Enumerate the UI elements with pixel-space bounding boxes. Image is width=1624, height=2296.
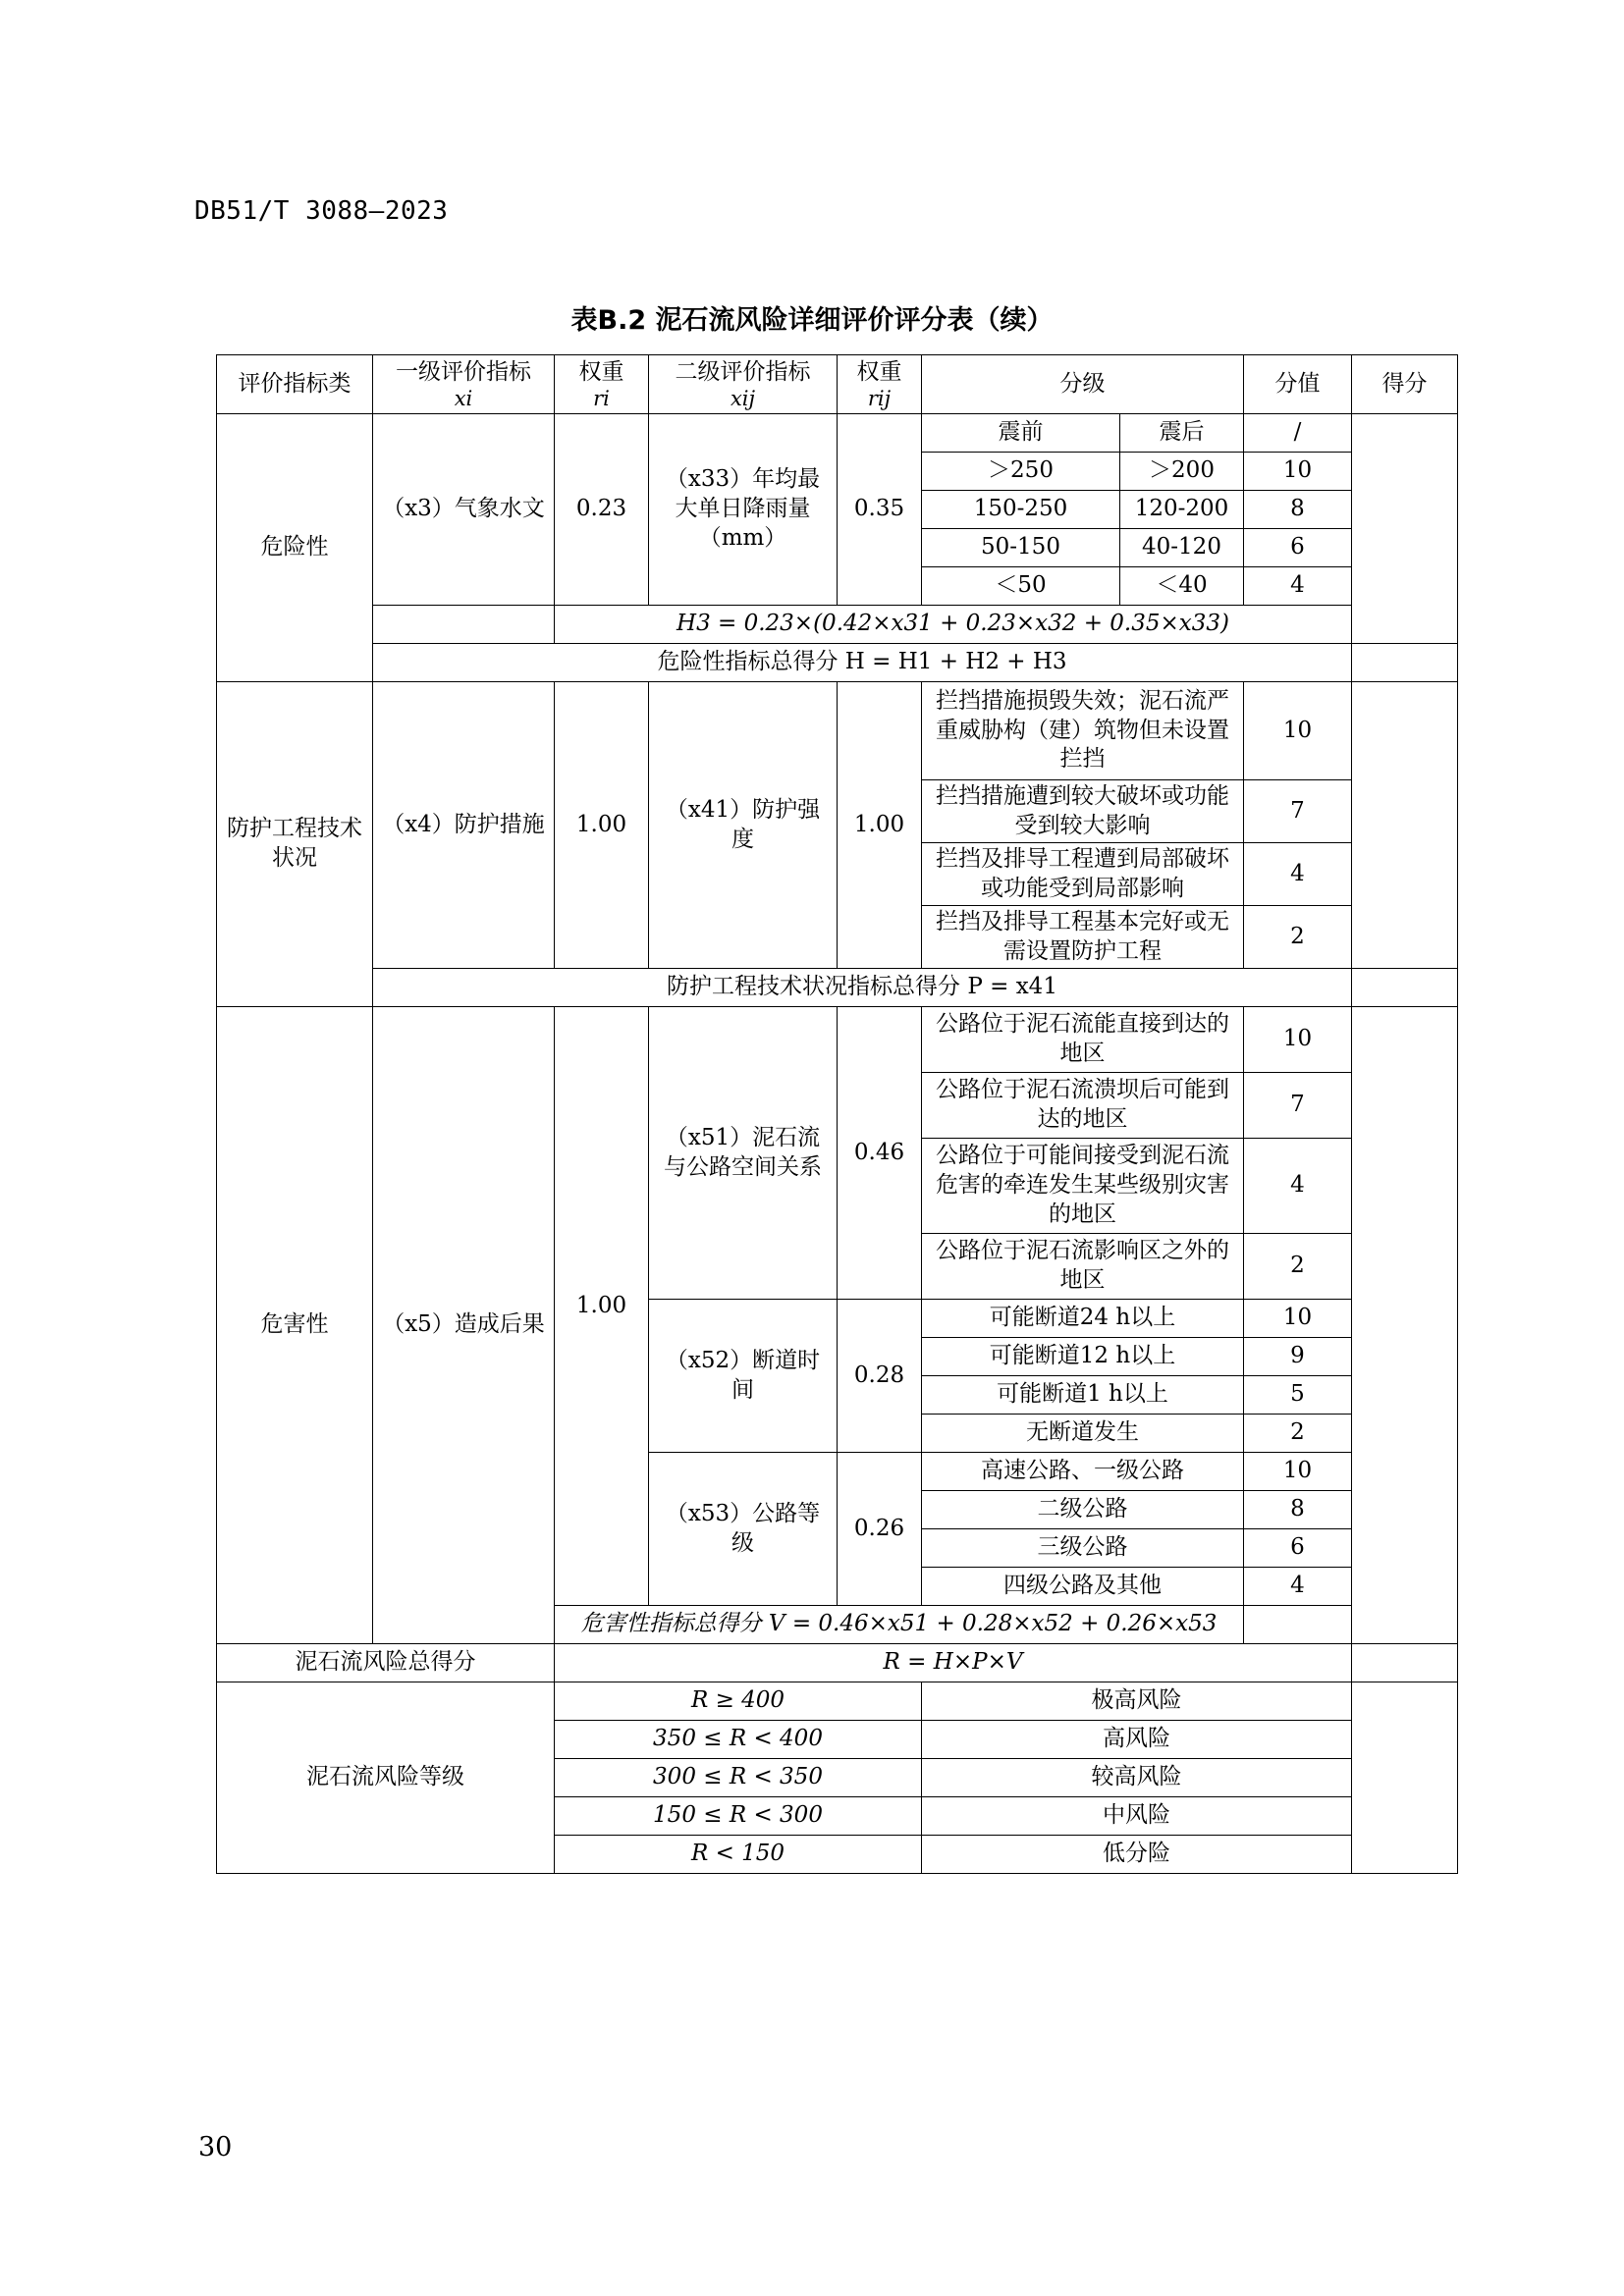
risk-total-formula: R = H×P×V: [555, 1644, 1352, 1682]
risk-range: 350 ≤ R < 400: [555, 1721, 922, 1759]
hazard-level1: （x3）气象水文: [373, 414, 555, 606]
risk-range: R ≥ 400: [555, 1682, 922, 1721]
hazard-total: 危险性指标总得分 H = H1 + H2 + H3: [373, 644, 1352, 682]
damage-total: 危害性指标总得分 V = 0.46×x51 + 0.28×x52 + 0.26×x53: [555, 1606, 1244, 1644]
grade-text: 公路位于泥石流影响区之外的地区: [922, 1234, 1244, 1300]
grade-score: 7: [1244, 780, 1352, 843]
grade-score: 4: [1244, 1568, 1352, 1606]
grade-text: 公路位于泥石流能直接到达的地区: [922, 1007, 1244, 1073]
damage-weight2: 0.46: [838, 1007, 922, 1300]
risk-level-name: 高风险: [922, 1721, 1352, 1759]
grade-text: 拦挡及排导工程基本完好或无需设置防护工程: [922, 906, 1244, 969]
header-row: [217, 355, 1458, 414]
grade-text: 公路位于泥石流溃坝后可能到达的地区: [922, 1073, 1244, 1139]
grade-after: ＜40: [1120, 567, 1244, 606]
grade-score: 10: [1244, 1453, 1352, 1491]
risk-range: 150 ≤ R < 300: [555, 1797, 922, 1836]
hazard-total-obtained: [1352, 644, 1458, 682]
grade-text: 可能断道24 h以上: [922, 1300, 1244, 1338]
risk-level-name: 中风险: [922, 1797, 1352, 1836]
grade-score: 4: [1244, 1139, 1352, 1234]
grade-text: 无断道发生: [922, 1415, 1244, 1453]
hazard-level2: （x33）年均最大单日降雨量（mm）: [649, 414, 838, 606]
risk-total-obtained: [1352, 1644, 1458, 1682]
protection-level2: （x41）防护强度: [649, 682, 838, 969]
table-row: [217, 1644, 1458, 1682]
document-id: DB51/T 3088—2023: [194, 196, 449, 226]
grade-score: 4: [1244, 567, 1352, 606]
grade-after: 120-200: [1120, 491, 1244, 529]
risk-level-name: 低分险: [922, 1836, 1352, 1874]
table-row: [217, 969, 1458, 1007]
subhead-score: /: [1244, 414, 1352, 453]
risk-range: R < 150: [555, 1836, 922, 1874]
risk-score-table: [216, 354, 1458, 1874]
grade-text: 公路位于可能间接受到泥石流危害的牵连发生某些级别灾害的地区: [922, 1139, 1244, 1234]
grade-score: 8: [1244, 491, 1352, 529]
table-row: [217, 1007, 1458, 1073]
header-level1: 一级评价指标 xi: [373, 355, 555, 414]
risk-level-name: 较高风险: [922, 1759, 1352, 1797]
grade-text: 可能断道1 h以上: [922, 1376, 1244, 1415]
grade-before: 150-250: [922, 491, 1120, 529]
grade-score: 2: [1244, 1234, 1352, 1300]
header-grading: 分级: [922, 355, 1244, 414]
category-protection: 防护工程技术状况: [217, 682, 373, 1007]
header-score: 分值: [1244, 355, 1352, 414]
grade-text: 拦挡措施遭到较大破坏或功能受到较大影响: [922, 780, 1244, 843]
grade-text: 可能断道12 h以上: [922, 1338, 1244, 1376]
grade-text: 二级公路: [922, 1491, 1244, 1529]
grade-score: 8: [1244, 1491, 1352, 1529]
damage-weight2: 0.28: [838, 1300, 922, 1453]
hazard-weight2: 0.35: [838, 414, 922, 606]
grade-score: 2: [1244, 1415, 1352, 1453]
grade-text: 高速公路、一级公路: [922, 1453, 1244, 1491]
table-row: [217, 644, 1458, 682]
category-hazard: 危险性: [217, 414, 373, 682]
grade-after: ＞200: [1120, 453, 1244, 491]
risk-level-name: 极高风险: [922, 1682, 1352, 1721]
grade-score: 10: [1244, 1007, 1352, 1073]
table-row: [217, 414, 1458, 453]
subhead-before: 震前: [922, 414, 1120, 453]
damage-level2: （x51）泥石流与公路空间关系: [649, 1007, 838, 1300]
risk-level-obtained: [1352, 1682, 1458, 1874]
protection-weight1: 1.00: [555, 682, 649, 969]
table-row: [217, 682, 1458, 780]
grade-after: 40-120: [1120, 529, 1244, 567]
grade-score: 6: [1244, 529, 1352, 567]
grade-score: 10: [1244, 453, 1352, 491]
grade-score: 10: [1244, 682, 1352, 780]
hazard-level1-filler: [373, 606, 555, 644]
protection-obtained: [1352, 682, 1458, 969]
grade-score: 4: [1244, 843, 1352, 906]
page-number: 30: [198, 2132, 233, 2163]
table-caption: 表B.2 泥石流风险详细评价评分表（续）: [570, 305, 1054, 336]
damage-weight1: 1.00: [555, 1007, 649, 1606]
grade-score: 7: [1244, 1073, 1352, 1139]
grade-text: 拦挡措施损毁失效；泥石流严重威胁构（建）筑物但未设置拦挡: [922, 682, 1244, 780]
grade-text: 四级公路及其他: [922, 1568, 1244, 1606]
damage-level2: （x52）断道时间: [649, 1300, 838, 1453]
table-row: [217, 606, 1458, 644]
risk-level-label: 泥石流风险等级: [217, 1682, 555, 1874]
protection-total-obtained: [1352, 969, 1458, 1007]
hazard-weight1: 0.23: [555, 414, 649, 606]
grade-score: 2: [1244, 906, 1352, 969]
grade-before: ＞250: [922, 453, 1120, 491]
grade-text: 三级公路: [922, 1529, 1244, 1568]
header-level2: 二级评价指标 xij: [649, 355, 838, 414]
protection-total: 防护工程技术状况指标总得分 P = x41: [373, 969, 1352, 1007]
protection-level1: （x4）防护措施: [373, 682, 555, 969]
category-damage: 危害性: [217, 1007, 373, 1644]
header-weight1: 权重 ri: [555, 355, 649, 414]
grade-text: 拦挡及排导工程遭到局部破坏或功能受到局部影响: [922, 843, 1244, 906]
hazard-obtained: [1352, 414, 1458, 644]
table-row: [217, 1682, 1458, 1721]
grade-score: 10: [1244, 1300, 1352, 1338]
damage-level1: （x5）造成后果: [373, 1007, 555, 1644]
grade-before: ＜50: [922, 567, 1120, 606]
hazard-h3-formula: H3 = 0.23×(0.42×x31 + 0.23×x32 + 0.35×x33): [555, 606, 1352, 644]
grade-score: 5: [1244, 1376, 1352, 1415]
damage-weight2: 0.26: [838, 1453, 922, 1606]
damage-level2: （x53）公路等级: [649, 1453, 838, 1606]
damage-obtained: [1352, 1007, 1458, 1644]
grade-score: 6: [1244, 1529, 1352, 1568]
grade-before: 50-150: [922, 529, 1120, 567]
header-category: 评价指标类: [217, 355, 373, 414]
header-obtained: 得分: [1352, 355, 1458, 414]
protection-weight2: 1.00: [838, 682, 922, 969]
risk-range: 300 ≤ R < 350: [555, 1759, 922, 1797]
risk-total-label: 泥石流风险总得分: [217, 1644, 555, 1682]
subhead-after: 震后: [1120, 414, 1244, 453]
header-weight2: 权重 rij: [838, 355, 922, 414]
grade-score: 9: [1244, 1338, 1352, 1376]
